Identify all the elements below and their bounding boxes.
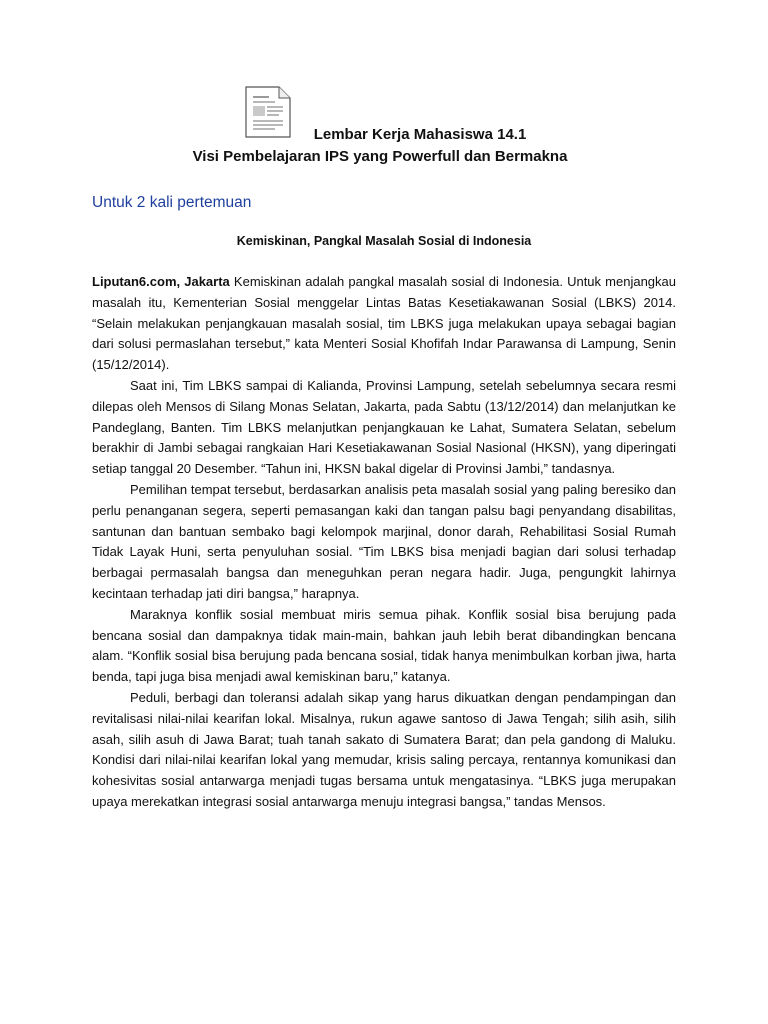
article-paragraph-4: Maraknya konflik sosial membuat miris semua pihak. Konflik sosial bisa berujung pada bencana sosial dan dampaknya tidak main-main, bahkan jauh lebih berat dibandingkan bencana alam. “Konflik sosial bisa berujung pada bencana sosial, tidak hanya menimbulkan korban jiwa, harta benda, tapi juga bisa menjadi awal kemiskinan baru,” katanya. bbox=[92, 606, 676, 685]
worksheet-heading bbox=[120, 124, 640, 168]
article-body bbox=[92, 272, 676, 813]
article-paragraph-5: Peduli, berbagi dan toleransi adalah sikap yang harus dikuatkan dengan pendampingan dan revitalisasi nilai-nilai kearifan lokal. Misalnya, rukun agawe santoso di Jawa Tengah; silih asih, silih asah, silih asuh di Jawa Barat; tuah tanah sakato di Sumatera Barat; dan pela gandong di Maluku. Kondisi dari nilai-nilai kearifan lokal yang memudar, krisis saling percaya, rentannya komunikasi dan kohesivitas sosial antarwarga menjadi tugas bersama untuk mengatasinya. “LBKS juga merupakan upaya merekatkan integrasi sosial antarwarga menuju integrasi bangsa,” tandas Mensos. bbox=[92, 689, 676, 809]
article-dateline: Liputan6.com, Jakarta bbox=[92, 274, 230, 289]
article-paragraph-1 bbox=[92, 272, 676, 376]
worksheet-title: Lembar Kerja Mahasiswa 14.1 bbox=[313, 126, 527, 143]
article-title: Kemiskinan, Pangkal Masalah Sosial di Indonesia bbox=[236, 234, 532, 248]
article-paragraph-1-text: Kemiskinan adalah pangkal masalah sosial di Indonesia. Untuk menjangkau masalah itu, Kementerian Sosial menggelar Lintas Batas Kesetiakawanan Sosial (LBKS) 2014. “Selain melakukan penjangkauan masalah sosial, tim LBKS juga melakukan upaya sebagai bagian dari solusi permaslahan tersebut,” kata Menteri Sosial Khofifah Indar Parawansa di Lampung, Senin (15/12/2014). bbox=[92, 274, 676, 373]
meeting-note: Untuk 2 kali pertemuan bbox=[92, 194, 252, 211]
article-paragraph-2: Saat ini, Tim LBKS sampai di Kalianda, Provinsi Lampung, setelah sebelumnya secara resmi dilepas oleh Mensos di Silang Monas Selatan, Jakarta, pada Sabtu (13/12/2014) dan melanjutkan ke Pandeglang, Banten. Tim LBKS melanjutkan penjangkauan ke Lahat, Sumatera Selatan, sebelum berakhir di Jambi sebagai rangkaian Hari Kesetiakawanan Sosial Nasional (HKSN), yang diperingati setiap tanggal 20 Desember. “Tahun ini, HKSN bakal digelar di Provinsi Jambi,” tandasnya. bbox=[92, 377, 676, 477]
article-paragraph-3: Pemilihan tempat tersebut, berdasarkan analisis peta masalah sosial yang paling beresiko dan perlu penanganan segera, seperti pemasangan kaki dan tangan palsu bagi penyandang disabilitas, santunan dan bantuan sembako bagi kelompok marjinal, donor darah, Rehabilitasi Sosial Rumah Tidak Layak Huni, serta penyuluhan sosial. “Tim LBKS bisa menjadi bagian dari solusi terhadap berbagai permasalah bangsa dan meneguhkan peran negara hadir. Juga, pengungkit lahirnya kecintaan terhadap jati diri bangsa,” harapnya. bbox=[92, 481, 676, 601]
worksheet-subtitle: Visi Pembelajaran IPS yang Powerfull dan Bermakna bbox=[192, 148, 568, 165]
